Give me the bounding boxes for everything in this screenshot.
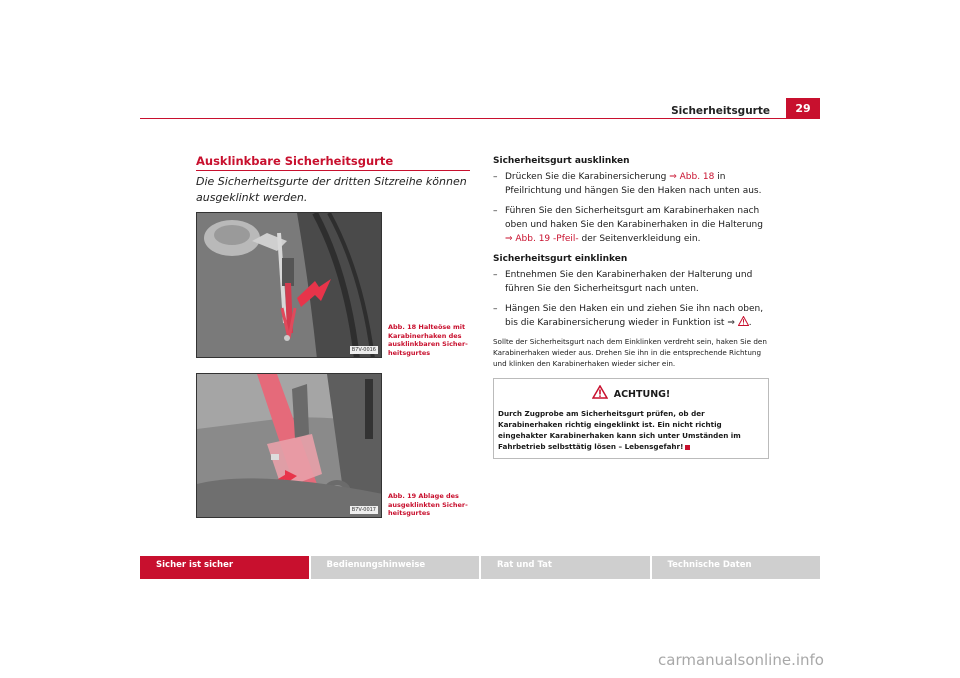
- page-number: 29: [786, 98, 820, 119]
- header-title: Sicherheitsgurte: [671, 105, 770, 117]
- figure-19-link[interactable]: ⇒ Abb. 19 -Pfeil-: [505, 234, 579, 244]
- list-dash: –: [493, 172, 498, 182]
- instructions-column: [493, 154, 773, 459]
- figure-18-photo: [196, 212, 382, 358]
- note-paragraph: Sollte der Sicherheitsgurt nach dem Einklinken verdreht sein, haken Sie den Karabinerhaken wieder aus. Drehen Sie ihn in die entsprechende Richtung und klinken den Karabinerhaken wieder sicher ein.: [493, 337, 767, 368]
- tab-sicher-ist-sicher[interactable]: Sicher ist sicher: [140, 556, 309, 579]
- hook-heading: Sicherheitsgurt einklinken: [493, 254, 628, 264]
- figure-18-caption: Abb. 18 Halteöse mit Karabinerhaken des ausklinkbaren Sicher-heitsgurtes: [388, 323, 468, 357]
- tab-technische-daten[interactable]: Technische Daten: [652, 556, 821, 579]
- figure-19-caption: Abb. 19 Ablage des ausgeklinkten Sicher-heitsgurtes: [388, 492, 468, 517]
- list-dash: –: [493, 206, 498, 216]
- tab-rat-und-tat[interactable]: Rat und Tat: [481, 556, 650, 579]
- warning-header: [498, 385, 764, 404]
- hook-step-1: – Entnehmen Sie den Karabinerhaken der Halterung und führen Sie den Sicherheitsgurt nach unten.: [493, 270, 753, 294]
- header-rule: [140, 118, 820, 119]
- warning-box: [493, 378, 769, 459]
- unhook-step-2: – Führen Sie den Sicherheitsgurt am Karabinerhaken nach oben und haken Sie den Karabinerhaken in die Halterung ⇒ Abb. 19 -Pfeil- der Seitenverkleidung ein.: [493, 206, 763, 244]
- figure-19-photo: [196, 373, 382, 518]
- warning-triangle-icon: [592, 385, 608, 404]
- warning-triangle-icon[interactable]: [738, 318, 749, 328]
- footer-navigation: [140, 556, 820, 579]
- watermark: carmanualsonline.info: [658, 651, 824, 669]
- warning-text: Durch Zugprobe am Sicherheitsgurt prüfen, ob der Karabinerhaken richtig eingeklinkt ist. Ein nicht richtig eingehakter Karabinerhaken kann sich unter Umständen im Fahrbetrieb selbsttätig lösen – Lebensgefahr!: [498, 409, 741, 451]
- warning-title: ACHTUNG!: [613, 388, 671, 400]
- section-heading: Ausklinkbare Sicherheitsgurte: [196, 154, 470, 171]
- end-of-section-icon: [685, 445, 690, 450]
- figure-code: B7V-0016: [351, 347, 376, 353]
- hook-step-2: – Hängen Sie den Haken ein und ziehen Sie ihn nach oben, bis die Karabinersicherung wieder in Funktion ist ⇒ .: [493, 304, 764, 328]
- unhook-heading: Sicherheitsgurt ausklinken: [493, 156, 630, 166]
- tab-bedienungshinweise[interactable]: Bedienungshinweise: [311, 556, 480, 579]
- list-dash: –: [493, 270, 498, 280]
- figure-18-link[interactable]: ⇒ Abb. 18: [669, 172, 715, 182]
- unhook-step-1: – Drücken Sie die Karabinersicherung ⇒ Abb. 18 in Pfeilrichtung und hängen Sie den Haken nach unten aus.: [493, 172, 762, 196]
- list-dash: –: [493, 304, 498, 314]
- figure-code: B7V-0017: [351, 507, 376, 513]
- section-intro: Die Sicherheitsgurte der dritten Sitzreihe können ausgeklinkt werden.: [196, 175, 467, 204]
